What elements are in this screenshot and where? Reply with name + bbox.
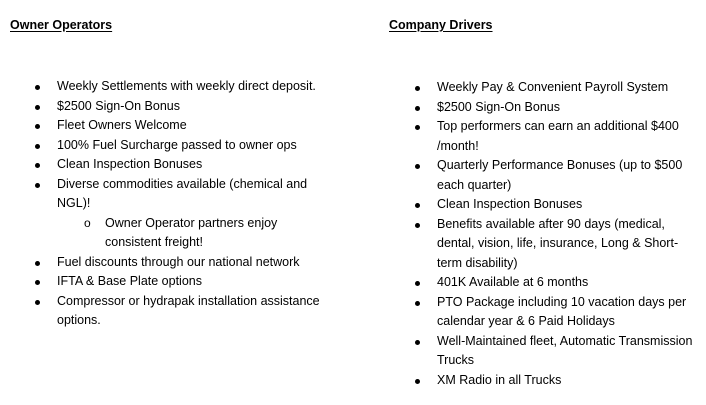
bullet-icon — [35, 124, 40, 129]
list-item-text: Well-Maintained fleet, Automatic Transmission Trucks — [437, 333, 693, 367]
list-item — [380, 371, 706, 391]
list-item-text: Top performers can earn an additional $400 /month! — [437, 119, 679, 153]
circle-bullet-icon: o — [84, 215, 91, 230]
list-item — [0, 175, 360, 253]
list-item — [380, 98, 706, 118]
sub-list — [57, 214, 360, 253]
bullet-icon — [415, 379, 420, 384]
list-item-text: Diverse commodities available (chemical and NGL)! — [57, 176, 308, 210]
list-item — [0, 253, 360, 273]
list-item-text: XM Radio in all Trucks — [437, 372, 562, 387]
bullet-icon — [415, 203, 420, 208]
bullet-icon — [35, 300, 40, 305]
bullet-icon — [35, 105, 40, 110]
list-item — [0, 116, 360, 136]
list-item-text: IFTA & Base Plate options — [57, 274, 202, 288]
list-item — [0, 155, 360, 175]
list-item-text: PTO Package including 10 vacation days per calendar year & 6 Paid Holidays — [437, 294, 687, 328]
owner-operators-heading: Owner Operators — [10, 18, 113, 32]
list-item-text: Fleet Owners Welcome — [57, 118, 187, 132]
list-item — [0, 77, 360, 97]
list-item — [380, 215, 706, 274]
list-item — [0, 272, 360, 292]
bullet-icon — [415, 106, 420, 111]
bullet-icon — [35, 183, 40, 188]
bullet-icon — [415, 301, 420, 306]
list-item-text: Quarterly Performance Bonuses (up to $500 each quarter) — [437, 158, 683, 192]
bullet-icon — [415, 86, 420, 91]
list-item-text: Weekly Settlements with weekly direct deposit. — [57, 79, 316, 93]
list-item-text: 100% Fuel Surcharge passed to owner ops — [57, 137, 297, 152]
company-drivers-list — [380, 78, 706, 390]
list-item-text: Weekly Pay & Convenient Payroll System — [437, 80, 669, 94]
bullet-icon — [35, 163, 40, 168]
list-item — [0, 97, 360, 117]
list-item-text: Fuel discounts through our national network — [57, 254, 300, 269]
sub-list-item-text: Owner Operator partners enjoy consistent freight! — [105, 215, 278, 249]
list-item-text: Benefits available after 90 days (medical, dental, vision, life, insurance, Long & Short-term disability) — [437, 216, 679, 270]
company-drivers-heading: Company Drivers — [389, 18, 493, 32]
list-item — [380, 156, 706, 195]
list-item — [380, 78, 706, 98]
list-item — [380, 117, 706, 156]
list-item-text: $2500 Sign-On Bonus — [57, 98, 181, 113]
owner-operators-list — [0, 77, 360, 331]
bullet-icon — [415, 223, 420, 228]
bullet-icon — [415, 281, 420, 286]
bullet-icon — [35, 280, 40, 285]
list-item-text: Clean Inspection Bonuses — [437, 197, 583, 211]
list-item-text: $2500 Sign-On Bonus — [437, 99, 561, 114]
list-item — [380, 332, 706, 371]
list-item — [0, 136, 360, 156]
list-item — [380, 293, 706, 332]
list-item-text: 401K Available at 6 months — [437, 275, 589, 289]
bullet-icon — [415, 340, 420, 345]
bullet-icon — [35, 261, 40, 266]
bullet-icon — [35, 85, 40, 90]
list-item-text: Clean Inspection Bonuses — [57, 157, 203, 171]
list-item — [380, 273, 706, 293]
bullet-icon — [415, 164, 420, 169]
bullet-icon — [35, 144, 40, 149]
list-item — [380, 195, 706, 215]
list-item — [0, 292, 360, 331]
sub-list-item — [57, 214, 360, 253]
list-item-text: Compressor or hydrapak installation assistance options. — [57, 293, 320, 327]
bullet-icon — [415, 125, 420, 130]
